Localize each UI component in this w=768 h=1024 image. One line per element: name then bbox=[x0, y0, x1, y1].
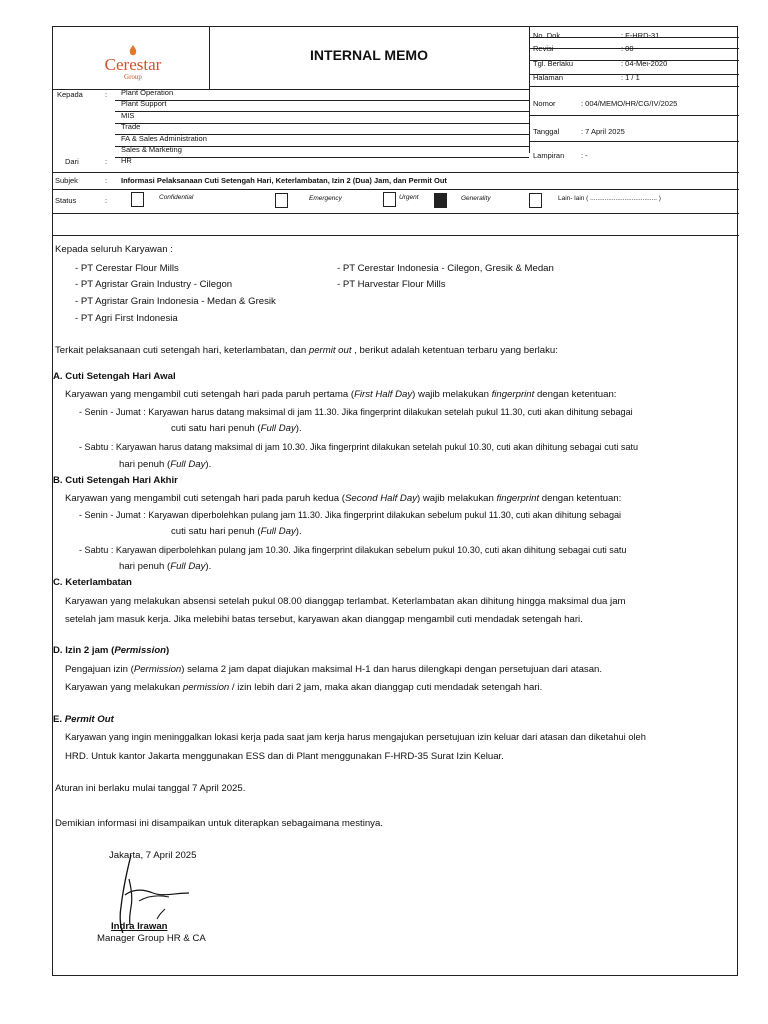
divider bbox=[115, 123, 529, 124]
effective-date: Aturan ini berlaku mulai tanggal 7 April 2025. bbox=[55, 783, 246, 794]
paragraph: HRD. Untuk kantor Jakarta menggunakan ESS dan di Plant menggunakan F-HRD-35 Surat Izin Keluar. bbox=[65, 751, 504, 762]
paragraph: Karyawan yang melakukan permission / izin lebih dari 2 jam, maka akan dianggap cuti mendadak setengah hari. bbox=[65, 682, 543, 693]
dari-label: Dari bbox=[65, 157, 79, 166]
colon: : bbox=[105, 196, 108, 205]
section-d-title: D. Izin 2 jam (Permission) bbox=[53, 645, 170, 656]
recipient: Sales & Marketing bbox=[121, 145, 182, 154]
logo-sub: Group bbox=[124, 73, 142, 81]
generality-checkbox-checked bbox=[434, 193, 447, 208]
paragraph: Karyawan yang mengambil cuti setengah hari pada paruh pertama (First Half Day) wajib melakukan fingerprint dengan ketentuan: bbox=[65, 389, 617, 400]
memo-page bbox=[52, 26, 738, 976]
signatory-title: Manager Group HR & CA bbox=[97, 933, 206, 944]
company-item: - PT Agri First Indonesia bbox=[75, 313, 178, 324]
divider bbox=[53, 213, 739, 214]
closing: Demikian informasi ini disampaikan untuk diterapkan sebagaimana mestinya. bbox=[55, 818, 383, 829]
divider bbox=[53, 235, 739, 236]
status-option: Lain- lain ( ..................................... ) bbox=[558, 195, 661, 202]
status-label: Status bbox=[55, 196, 77, 205]
paragraph: Karyawan yang mengambil cuti setengah hari pada paruh kedua (Second Half Day) wajib melakukan fingerprint dengan ketentuan: bbox=[65, 493, 622, 504]
signatory-name: Indra Irawan bbox=[111, 921, 168, 932]
divider bbox=[529, 141, 739, 142]
paragraph: Karyawan yang melakukan absensi setelah pukul 08.00 dianggap terlambat. Keterlambatan akan dihitung hingga maksimal dua jam bbox=[65, 596, 626, 607]
nomor-label: Nomor bbox=[533, 99, 556, 108]
subject-label: Subjek bbox=[55, 176, 78, 185]
divider bbox=[115, 157, 529, 158]
urgent-checkbox bbox=[383, 192, 396, 207]
divider bbox=[115, 111, 529, 112]
status-option: Urgent bbox=[399, 194, 419, 201]
section-b-title: B. Cuti Setengah Hari Akhir bbox=[53, 475, 178, 486]
meta-label: Revisi bbox=[533, 44, 554, 53]
company-item: - PT Cerestar Flour Mills bbox=[75, 263, 179, 274]
divider bbox=[53, 172, 739, 173]
confidential-checkbox bbox=[131, 192, 144, 207]
recipient: MIS bbox=[121, 111, 135, 120]
colon: : bbox=[105, 176, 108, 185]
nomor-value: : 004/MEMO/HR/CG/IV/2025 bbox=[581, 99, 678, 108]
logo-name: Cerestar bbox=[104, 55, 162, 74]
company-item: - PT Agristar Grain Indonesia - Medan & Gresik bbox=[75, 296, 276, 307]
divider bbox=[53, 189, 739, 190]
emergency-checkbox bbox=[275, 193, 288, 208]
place-date: Jakarta, 7 April 2025 bbox=[109, 850, 197, 861]
lampiran-value: : - bbox=[581, 151, 588, 160]
paragraph: Karyawan yang ingin meninggalkan lokasi kerja pada saat jam kerja harus mengajukan persetujuan izin keluar dari atasan dan diketahui oleh bbox=[65, 732, 646, 742]
kepada-label: Kepada bbox=[57, 90, 83, 99]
company-logo bbox=[83, 45, 183, 85]
colon: : bbox=[105, 90, 108, 99]
lampiran-label: Lampiran bbox=[533, 151, 565, 160]
status-option: Generality bbox=[461, 195, 491, 202]
meta-value: : 04-Mei-2020 bbox=[621, 59, 668, 68]
recipient: Trade bbox=[121, 122, 141, 131]
status-option: Emergency bbox=[309, 195, 342, 202]
meta-value: : 00 bbox=[621, 44, 634, 53]
other-checkbox bbox=[529, 193, 542, 208]
divider bbox=[529, 48, 739, 49]
section-e-title: E. Permit Out bbox=[53, 714, 114, 725]
meta-label: No. Dok bbox=[533, 31, 561, 40]
meta-label: Tgl. Berlaku bbox=[533, 59, 574, 68]
divider bbox=[529, 115, 739, 116]
bullet-continued: hari penuh (Full Day). bbox=[119, 561, 212, 572]
intro-paragraph: Terkait pelaksanaan cuti setengah hari, keterlambatan, dan permit out , berikut adalah ketentuan terbaru yang berlaku: bbox=[55, 345, 558, 356]
section-c-title: C. Keterlambatan bbox=[53, 577, 132, 588]
meta-label: Halaman bbox=[533, 73, 564, 82]
company-item: - PT Agristar Grain Industry - Cilegon bbox=[75, 279, 233, 290]
status-option: Confidential bbox=[159, 194, 194, 201]
meta-value: : F-HRD-31 bbox=[621, 31, 660, 40]
divider bbox=[115, 100, 529, 101]
recipient: FA & Sales Administration bbox=[121, 134, 207, 143]
bullet: - Sabtu : Karyawan diperbolehkan pulang jam 10.30. Jika fingerprint dilakukan sebelum pukul 10.30, cuti akan dihitung sebagai cuti satu bbox=[79, 545, 627, 555]
bullet: - Sabtu : Karyawan harus datang maksimal di jam 10.30. Jika fingerprint dilakukan setelah pukul 10.30, cuti akan dihitung sebagai cuti satu bbox=[79, 442, 639, 452]
recipient: Plant Support bbox=[121, 99, 167, 108]
divider bbox=[529, 86, 739, 87]
company-item: - PT Cerestar Indonesia - Cilegon, Gresik & Medan bbox=[337, 263, 554, 274]
colon: : bbox=[105, 157, 108, 166]
tanggal-value: : 7 April 2025 bbox=[581, 127, 625, 136]
page-title: INTERNAL MEMO bbox=[310, 47, 428, 63]
meta-value: : 1 / 1 bbox=[621, 73, 640, 82]
section-a-title: A. Cuti Setengah Hari Awal bbox=[53, 371, 176, 382]
greeting: Kepada seluruh Karyawan : bbox=[55, 244, 173, 255]
bullet-continued: cuti satu hari penuh (Full Day). bbox=[171, 526, 302, 537]
dari-value: HR bbox=[121, 156, 132, 165]
company-item: - PT Harvestar Flour Mills bbox=[337, 279, 446, 290]
paragraph: setelah jam masuk kerja. Jika melebihi batas tersebut, karyawan akan dianggap mengambil cuti mendadak setengah hari. bbox=[65, 614, 583, 625]
bullet-continued: cuti satu hari penuh (Full Day). bbox=[171, 423, 302, 434]
divider bbox=[529, 27, 530, 153]
tanggal-label: Tanggal bbox=[533, 127, 560, 136]
bullet: - Senin - Jumat : Karyawan diperbolehkan pulang jam 11.30. Jika fingerprint dilakukan sebelum pukul 11.30, cuti akan dihitung sebagai bbox=[79, 510, 622, 520]
paragraph: Pengajuan izin (Permission) selama 2 jam dapat diajukan maksimal H-1 dan harus dilengkapi dengan persetujuan dari atasan. bbox=[65, 664, 603, 675]
bullet: - Senin - Jumat : Karyawan harus datang maksimal di jam 11.30. Jika fingerprint dilakukan setelah pukul 11.30, cuti akan dihitung sebagai bbox=[79, 407, 633, 417]
bullet-continued: hari penuh (Full Day). bbox=[119, 459, 212, 470]
subject-value: Informasi Pelaksanaan Cuti Setengah Hari, Keterlambatan, Izin 2 (Dua) Jam, dan Permit Out bbox=[121, 176, 447, 185]
recipient: Plant Operation bbox=[121, 88, 174, 97]
